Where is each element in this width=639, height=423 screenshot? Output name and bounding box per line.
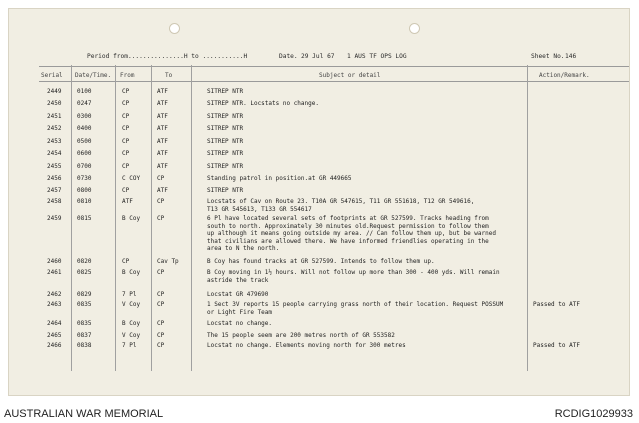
col-header-serial: Serial: [41, 72, 63, 79]
serial-cell: 2451: [47, 113, 62, 120]
time-cell: 0815: [77, 215, 92, 222]
from-cell: V Coy: [122, 332, 141, 339]
column-rule: [71, 65, 72, 371]
to-cell: ATF: [157, 150, 168, 157]
time-cell: 0800: [77, 187, 92, 194]
subject-line: or Light Fire Team: [207, 308, 273, 316]
date-label: Date.: [279, 53, 298, 60]
time-cell: 0247: [77, 100, 92, 107]
subject-line: astride the track: [207, 276, 269, 284]
column-rule: [527, 65, 528, 371]
subject-line: SITREP NTR: [207, 125, 244, 132]
header-rule-top: [39, 66, 629, 67]
subject-line: Locstat no change.: [207, 320, 273, 327]
serial-cell: 2454: [47, 150, 62, 157]
subject-cell: [207, 125, 243, 133]
to-cell: ATF: [157, 113, 168, 120]
from-cell: CP: [122, 113, 130, 120]
subject-cell: [207, 320, 272, 328]
subject-line: B Coy moving in 1½ hours. Will not follow up more than 300 - 400 yds. Will remain: [207, 269, 500, 276]
serial-cell: 2455: [47, 163, 62, 170]
time-cell: 0835: [77, 320, 92, 327]
to-cell: CP: [157, 175, 165, 182]
date-value: 29 Jul 67: [301, 53, 335, 60]
serial-cell: 2449: [47, 88, 62, 95]
col-header-to: To: [165, 72, 173, 79]
subject-line: Locstats of Cav on Route 23. T10A GR 547615, T11 GR 551618, T12 GR 549616,: [207, 198, 475, 205]
punch-hole: [169, 23, 180, 34]
subject-line: SITREP NTR: [207, 150, 244, 157]
time-cell: 0100: [77, 88, 92, 95]
serial-cell: 2460: [47, 258, 62, 265]
time-cell: 0400: [77, 125, 92, 132]
to-cell: ATF: [157, 163, 168, 170]
from-cell: 7 Pl: [122, 291, 137, 298]
subject-cell: [207, 291, 268, 299]
time-cell: 0825: [77, 269, 92, 276]
subject-cell: [207, 215, 496, 253]
from-cell: CP: [122, 100, 130, 107]
subject-cell: [207, 100, 319, 108]
action-line: Passed to ATF: [533, 301, 580, 308]
time-cell: 0835: [77, 301, 92, 308]
action-line: Passed to ATF: [533, 342, 580, 349]
to-cell: Cav Tp: [157, 258, 179, 265]
serial-cell: 2461: [47, 269, 62, 276]
time-cell: 0820: [77, 258, 92, 265]
subject-line: B Coy has found tracks at GR 527599. Intends to follow them up.: [207, 258, 435, 265]
time-cell: 0837: [77, 332, 92, 339]
subject-line: SITREP NTR: [207, 163, 244, 170]
subject-line: south to north. Approximately 30 minutes old.Request permission to follow them: [207, 222, 489, 230]
period-field: Period from...............H to ...........H: [87, 53, 248, 60]
serial-cell: 2466: [47, 342, 62, 349]
sheet-number: 146: [565, 53, 577, 60]
from-cell: CP: [122, 163, 130, 170]
from-cell: CP: [122, 138, 130, 145]
to-cell: CP: [157, 332, 165, 339]
subject-line: SITREP NTR. Locstats no change.: [207, 100, 319, 107]
subject-line: up although it means going outside my area. // Can follow them up, but be warned: [207, 230, 496, 238]
from-cell: C COY: [122, 175, 141, 182]
time-cell: 0700: [77, 163, 92, 170]
serial-cell: 2462: [47, 291, 62, 298]
subject-cell: [207, 258, 435, 266]
subject-line: area to N the north.: [207, 245, 280, 253]
subject-cell: [207, 301, 503, 316]
archive-name: AUSTRALIAN WAR MEMORIAL: [4, 408, 164, 420]
unit-stamp: 1 AUS TF OPS LOG: [347, 53, 407, 60]
col-header-from: From: [120, 72, 135, 79]
header-rule-bottom: [39, 81, 629, 82]
from-cell: CP: [122, 88, 130, 95]
subject-line: that civilians are allowed there. We have informed friendlies operating in the: [207, 237, 489, 245]
subject-line: Locstat GR 479690: [207, 291, 269, 298]
to-cell: CP: [157, 269, 165, 276]
column-rule: [115, 65, 116, 371]
from-cell: B Coy: [122, 269, 141, 276]
serial-cell: 2463: [47, 301, 62, 308]
subject-cell: [207, 187, 243, 195]
time-cell: 0300: [77, 113, 92, 120]
from-cell: B Coy: [122, 320, 141, 327]
subject-cell: [207, 88, 243, 96]
serial-cell: 2465: [47, 332, 62, 339]
subject-line: T13 GR 545613, T133 GR 554617: [207, 205, 312, 213]
time-cell: 0829: [77, 291, 92, 298]
column-rule: [191, 65, 192, 371]
to-cell: ATF: [157, 125, 168, 132]
subject-cell: [207, 175, 352, 183]
from-cell: CP: [122, 150, 130, 157]
subject-line: Locstat no change. Elements moving north for 300 metres: [207, 342, 406, 349]
subject-line: SITREP NTR: [207, 187, 244, 194]
subject-cell: [207, 113, 243, 121]
col-header-action: Action/Remark.: [539, 72, 590, 79]
subject-cell: [207, 198, 474, 213]
serial-cell: 2456: [47, 175, 62, 182]
time-cell: 0838: [77, 342, 92, 349]
sheet-label: Sheet No.: [531, 53, 565, 60]
time-cell: 0810: [77, 198, 92, 205]
subject-cell: [207, 269, 500, 284]
subject-line: 6 Pl have located several sets of footprints at GR 527599. Tracks heading from: [207, 215, 489, 222]
subject-cell: [207, 150, 243, 158]
from-cell: CP: [122, 125, 130, 132]
to-cell: CP: [157, 342, 165, 349]
subject-line: 1 Sect 3V reports 15 people carrying grass north of their location. Request POSSUM: [207, 301, 504, 308]
serial-cell: 2459: [47, 215, 62, 222]
from-cell: ATF: [122, 198, 133, 205]
to-cell: ATF: [157, 138, 168, 145]
serial-cell: 2458: [47, 198, 62, 205]
to-cell: ATF: [157, 187, 168, 194]
time-cell: 0500: [77, 138, 92, 145]
col-header-datetime: Date/Time.: [75, 72, 112, 79]
action-cell: [533, 301, 580, 309]
log-sheet: [8, 8, 630, 396]
to-cell: CP: [157, 215, 165, 222]
subject-cell: [207, 342, 406, 350]
from-cell: CP: [122, 187, 130, 194]
subject-line: SITREP NTR: [207, 138, 244, 145]
subject-line: The 15 people seem are 200 metres north of GR 553582: [207, 332, 395, 339]
subject-cell: [207, 138, 243, 146]
to-cell: ATF: [157, 100, 168, 107]
from-cell: CP: [122, 258, 130, 265]
subject-line: SITREP NTR: [207, 113, 244, 120]
to-cell: CP: [157, 320, 165, 327]
subject-cell: [207, 332, 395, 340]
from-cell: B Coy: [122, 215, 141, 222]
to-cell: CP: [157, 291, 165, 298]
time-cell: 0730: [77, 175, 92, 182]
subject-line: SITREP NTR: [207, 88, 244, 95]
to-cell: ATF: [157, 88, 168, 95]
serial-cell: 2457: [47, 187, 62, 194]
col-header-subject: Subject or detail: [319, 72, 381, 79]
to-cell: CP: [157, 198, 165, 205]
from-cell: V Coy: [122, 301, 141, 308]
serial-cell: 2450: [47, 100, 62, 107]
column-rule: [151, 65, 152, 371]
punch-hole: [409, 23, 420, 34]
to-cell: CP: [157, 301, 165, 308]
serial-cell: 2464: [47, 320, 62, 327]
from-cell: 7 Pl: [122, 342, 137, 349]
serial-cell: 2453: [47, 138, 62, 145]
action-cell: [533, 342, 580, 350]
archive-id: RCDIG1029933: [554, 408, 633, 420]
subject-cell: [207, 163, 243, 171]
subject-line: Standing patrol in position.at GR 449665: [207, 175, 352, 182]
time-cell: 0600: [77, 150, 92, 157]
serial-cell: 2452: [47, 125, 62, 132]
